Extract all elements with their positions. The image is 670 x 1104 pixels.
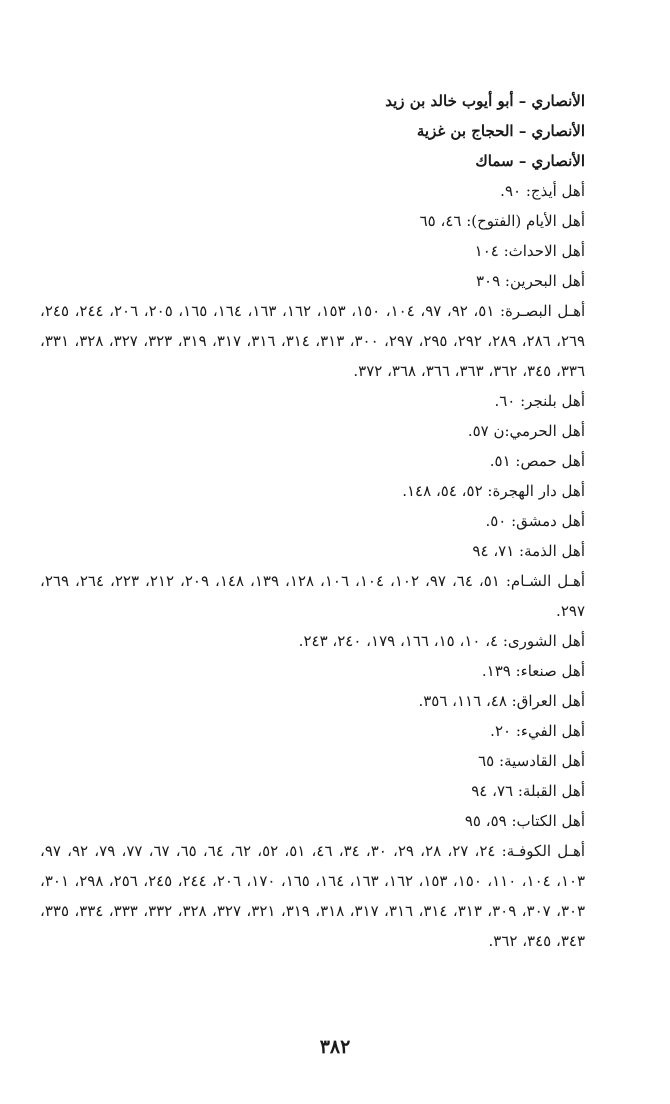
- index-entry: أهل دار الهجرة: ٥٢، ٥٤، ١٤٨.: [402, 482, 585, 500]
- index-entry: أهل القادسية: ٦٥: [478, 752, 585, 770]
- index-entry: أهل الكتاب: ٥٩، ٩٥: [464, 812, 585, 830]
- index-entry: أهل الحرمي:ن ٥٧.: [467, 422, 585, 440]
- index-entry: أهل الشورى: ٤، ١٠، ١٥، ١٦٦، ١٧٩، ٢٤٠، ٢٤٣.: [298, 632, 585, 650]
- index-page: [40, 86, 585, 956]
- index-entry: أهل الذمة: ٧١، ٩٤: [472, 542, 585, 560]
- index-entry: أهل البحرين: ٣٠٩: [475, 272, 585, 290]
- index-entry: أهـل الكوفـة: ٢٤، ٢٧، ٢٨، ٢٩، ٣٠، ٣٤، ٤٦، ٥١، ٥٢، ٦٢، ٦٤، ٦٥، ٦٧، ٧٧، ٧٩، ٩٢، ٩٧، ١٠٣، ١٠٤، ١١٠، ١٥٠، ١٥٣، ١٦٢، ١٦٣، ١٦٤، ١٦٥، ١٧٠، ٢٠٦، ٢٤٤، ٢٤٥، ٢٥٦، ٢٩٨، ٣٠١، ٣٠٣، ٣٠٧، ٣٠٩، ٣١٣، ٣١٤، ٣١٦، ٣١٧، ٣١٨، ٣١٩، ٣٢١، ٣٢٧، ٣٢٨، ٣٣٢، ٣٣٣، ٣٣٤، ٣٣٥، ٣٤٣، ٣٤٥، ٣٦٢.: [40, 842, 586, 950]
- index-entry: أهل صنعاء: ١٣٩.: [481, 662, 585, 680]
- index-entry: أهل العراق: ٤٨، ١١٦، ٣٥٦.: [418, 692, 585, 710]
- index-entry: الأنصاري – أبو أيوب خالد بن زيد: [385, 92, 585, 110]
- index-entry: أهل الاحداث: ١٠٤: [474, 242, 585, 260]
- index-entry: الأنصاري – سماك: [475, 152, 585, 170]
- index-entry: أهل أيذج: ٩٠.: [500, 182, 585, 200]
- index-entry: أهـل الشـام: ٥١، ٦٤، ٩٧، ١٠٢، ١٠٤، ١٠٦، ١٢٨، ١٣٩، ١٤٨، ٢٠٩، ٢١٢، ٢٢٣، ٢٦٤، ٢٦٩، ٢٩٧.: [40, 572, 586, 620]
- index-entry: أهل الأيام (الفتوح): ٤٦، ٦٥: [419, 212, 585, 230]
- index-entry: أهل حمص: ٥١.: [489, 452, 585, 470]
- index-entry: أهل الفيء: ٢٠.: [490, 722, 585, 740]
- index-entry: أهل دمشق: ٥٠.: [485, 512, 585, 530]
- index-entry: أهـل البصـرة: ٥١، ٩٢، ٩٧، ١٠٤، ١٥٠، ١٥٣، ١٦٢، ١٦٣، ١٦٤، ١٦٥، ٢٠٥، ٢٠٦، ٢٤٤، ٢٤٥، ٢٦٩، ٢٨٦، ٢٨٩، ٢٩٢، ٢٩٥، ٢٩٧، ٣٠٠، ٣١٣، ٣١٤، ٣١٦، ٣١٧، ٣١٩، ٣٢٣، ٣٢٧، ٣٢٨، ٣٣١، ٣٣٦، ٣٤٥، ٣٦٢، ٣٦٣، ٣٦٦، ٣٦٨، ٣٧٢.: [40, 302, 586, 380]
- index-entry: أهل بلنجر: ٦٠.: [494, 392, 585, 410]
- index-entry: أهل القبلة: ٧٦، ٩٤: [471, 782, 585, 800]
- index-entry: الأنصاري – الحجاج بن غزية: [416, 122, 585, 140]
- page-number: ٣٨٢: [319, 1036, 351, 1058]
